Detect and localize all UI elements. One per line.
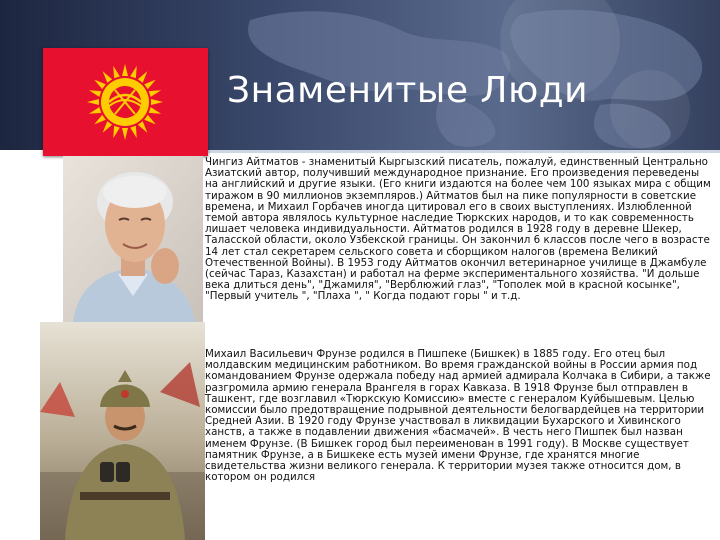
aitmatov-bio [205,157,715,303]
aitmatov-bio-text: Чингиз Айтматов - знаменитый Кыргызский писатель, пожалуй, единственный Центрально Азиатский автор, получивший международное признание. Его произведения переведены на английский и другие языки. (Его книги издаются на более чем 100 языках мира с общим тиражом в 90 миллионов экземпляров.) Айтматов был на пике популярности в советские времена, и Михаил Горбачев иногда цитировал его в своих выступлениях. Излюбленной темой автора являлось культурное наследие Тюркских народов, и то как современность лишает человека индивидуальности. Айтматов родился в 1928 году в деревне Шекер, Таласской области, около Узбекской границы. Он закончил 6 классов после чего в возрасте 14 лет стал секретарем сельского совета и сборщиком налогов (времена Великий Отечественной Войны). В 1953 году Айтматов окончил ветеринарное училище в Джамбуле (сейчас Тараз, Казахстан) и работал на ферме экспериментального хозяйства. "И дольше века длиться день", "Джамиля", "Верблюжий глаз", "Тополек мой в красной косынке", "Первый учитель ", "Плаха ", " Когда подают горы " и т.д. [205,156,711,303]
frunze-bio [205,349,715,483]
mikhail-frunze-photo [40,322,205,540]
frunze-bio-text: Михаил Васильевич Фрунзе родился в Пишпеке (Бишкек) в 1885 году. Его отец был молдавским медицинским работником. Во время гражданской войны в России армия под командованием Фрунзе одержала победу над армией адмирала Колчака в Сибири, а также разгромила армию генерала Врангеля в горах Кавказа. В 1918 Фрунзе был отправлен в Ташкент, где возглавил «Тюркскую Комиссию» вместе с генералом Куйбышевым. Целью комиссии было предотвращение подрывной деятельности белогвардейцев на территории Средней Азии. В 1920 году Фрунзе участвовал в ликвидации Бухарского и Хивинского ханств, а также в подавлении движения «басмачей». В честь него Пишпек был назван именем Фрунзе. (В Бишкек город был переименован в 1991 году). В Москве существует памятник Фрунзе, а в Бишкеке есть музей имени Фрунзе, где хранятся многие свидетельства жизни великого генерала. К территории музея также относится дом, в котором он родился [205,348,711,484]
chingiz-aitmatov-photo [63,156,203,322]
title-underline [205,150,720,153]
kyrgyzstan-flag-icon [43,48,208,156]
slide-title: Знаменитые Люди [227,70,589,111]
